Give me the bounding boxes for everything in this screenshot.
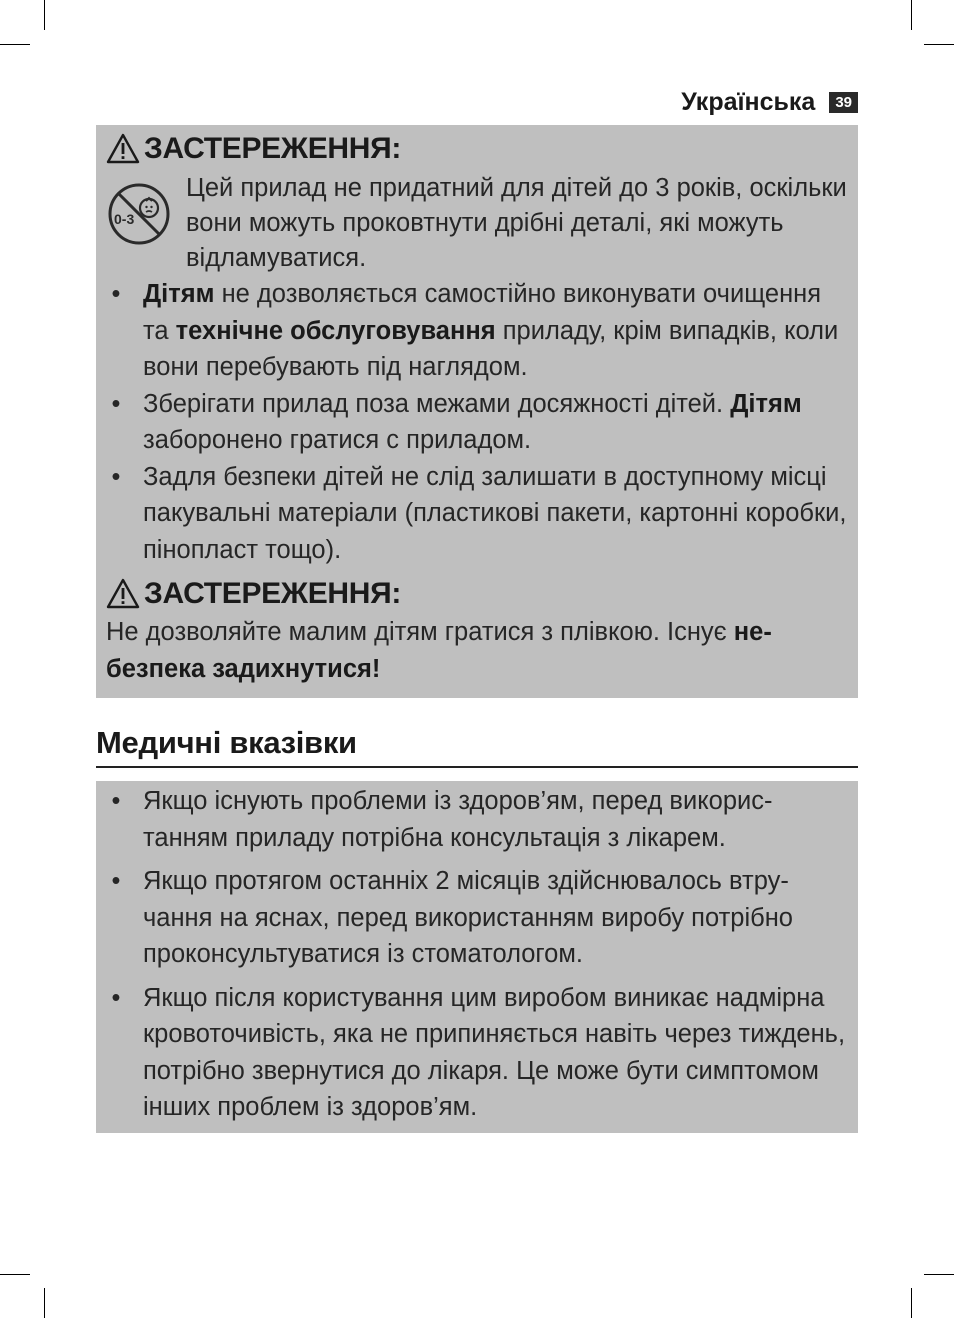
text-span: Якщо після користування цим виробом виникає надмірна кровоточивість, яка не припиняється навіть через тиждень, потрібно звернутися до лікаря. Це може бути симптомом інших проблем із здоров’ям. [143, 983, 846, 1121]
list-item [106, 386, 848, 459]
crop-mark [924, 44, 954, 45]
text-span: Задля безпеки дітей не слід залишати в доступному місці пакувальні матеріали (пластикові пакети, картонні коробки, пінопласт тощо). [143, 462, 847, 564]
list-item [106, 863, 848, 973]
age-label: 0-3 [114, 211, 135, 227]
bullet: • [111, 787, 121, 815]
page-header [681, 88, 858, 117]
bullet: • [111, 462, 121, 491]
text-span: приладу, крім випадків, коли вони перебувають під наглядом. [143, 316, 839, 381]
bullet: • [111, 280, 121, 308]
page-number: 39 [829, 92, 858, 113]
section-title: Медичні вказівки [96, 722, 858, 768]
warning-title: ЗАСТЕРЕЖЕННЯ: [144, 132, 402, 165]
warning-heading [106, 574, 848, 614]
crop-mark [911, 0, 912, 30]
bold-text: технічне обслуговування [175, 316, 496, 345]
bold-text: Дітям [143, 280, 215, 308]
warning-title: ЗАСТЕРЕЖЕННЯ: [144, 577, 402, 610]
children-warning-list [106, 276, 848, 568]
text-span: Зберігати прилад поза межами досяжності дітей. [143, 389, 731, 418]
crop-mark [911, 1288, 912, 1318]
medical-notes-list [106, 783, 848, 1126]
not-for-children-0-3-icon [106, 181, 172, 247]
bold-text: небезпека задихнутися! [106, 618, 772, 683]
bullet: • [111, 867, 121, 895]
crop-mark [44, 1288, 45, 1318]
list-item [106, 980, 848, 1126]
text-span: не дозволяється самостійно виконувати очищення та [143, 280, 822, 345]
age-warning-text: Цей прилад не придатний для дітей до 3 років, оскільки вони можуть проковтнути дрібні деталі, які можуть відламуватися. [186, 174, 847, 272]
text-span: заборонено гратися с приладом. [143, 426, 532, 454]
crop-mark [0, 44, 30, 45]
warning-heading [106, 129, 848, 169]
language-label: Українська [681, 88, 816, 116]
list-item [106, 459, 848, 569]
bullet: • [111, 983, 121, 1012]
warning-triangle-icon [106, 133, 140, 165]
list-item [106, 276, 848, 386]
medical-notes-box [96, 781, 858, 1133]
age-warning [106, 171, 848, 276]
crop-mark [0, 1274, 30, 1275]
list-item [106, 783, 848, 856]
suffocation-warning [106, 614, 848, 687]
text-span: Якщо протягом останніх 2 місяців здійснювалось втручання на яснах, перед використанням виробу потрібно проконсультуватися із стоматологом. [143, 867, 793, 968]
crop-mark [44, 0, 45, 30]
text-span: Якщо існують проблеми із здоров’ям, перед використанням приладу потрібна консультація з лікарем. [143, 787, 773, 852]
crop-mark [924, 1274, 954, 1275]
text-span: Не дозволяйте малим дітям гратися з плівкою. Існує [106, 618, 734, 646]
bold-text: Дітям [730, 389, 802, 418]
bullet: • [111, 389, 121, 418]
warning-box-children [96, 125, 858, 698]
warning-triangle-icon [106, 578, 140, 610]
